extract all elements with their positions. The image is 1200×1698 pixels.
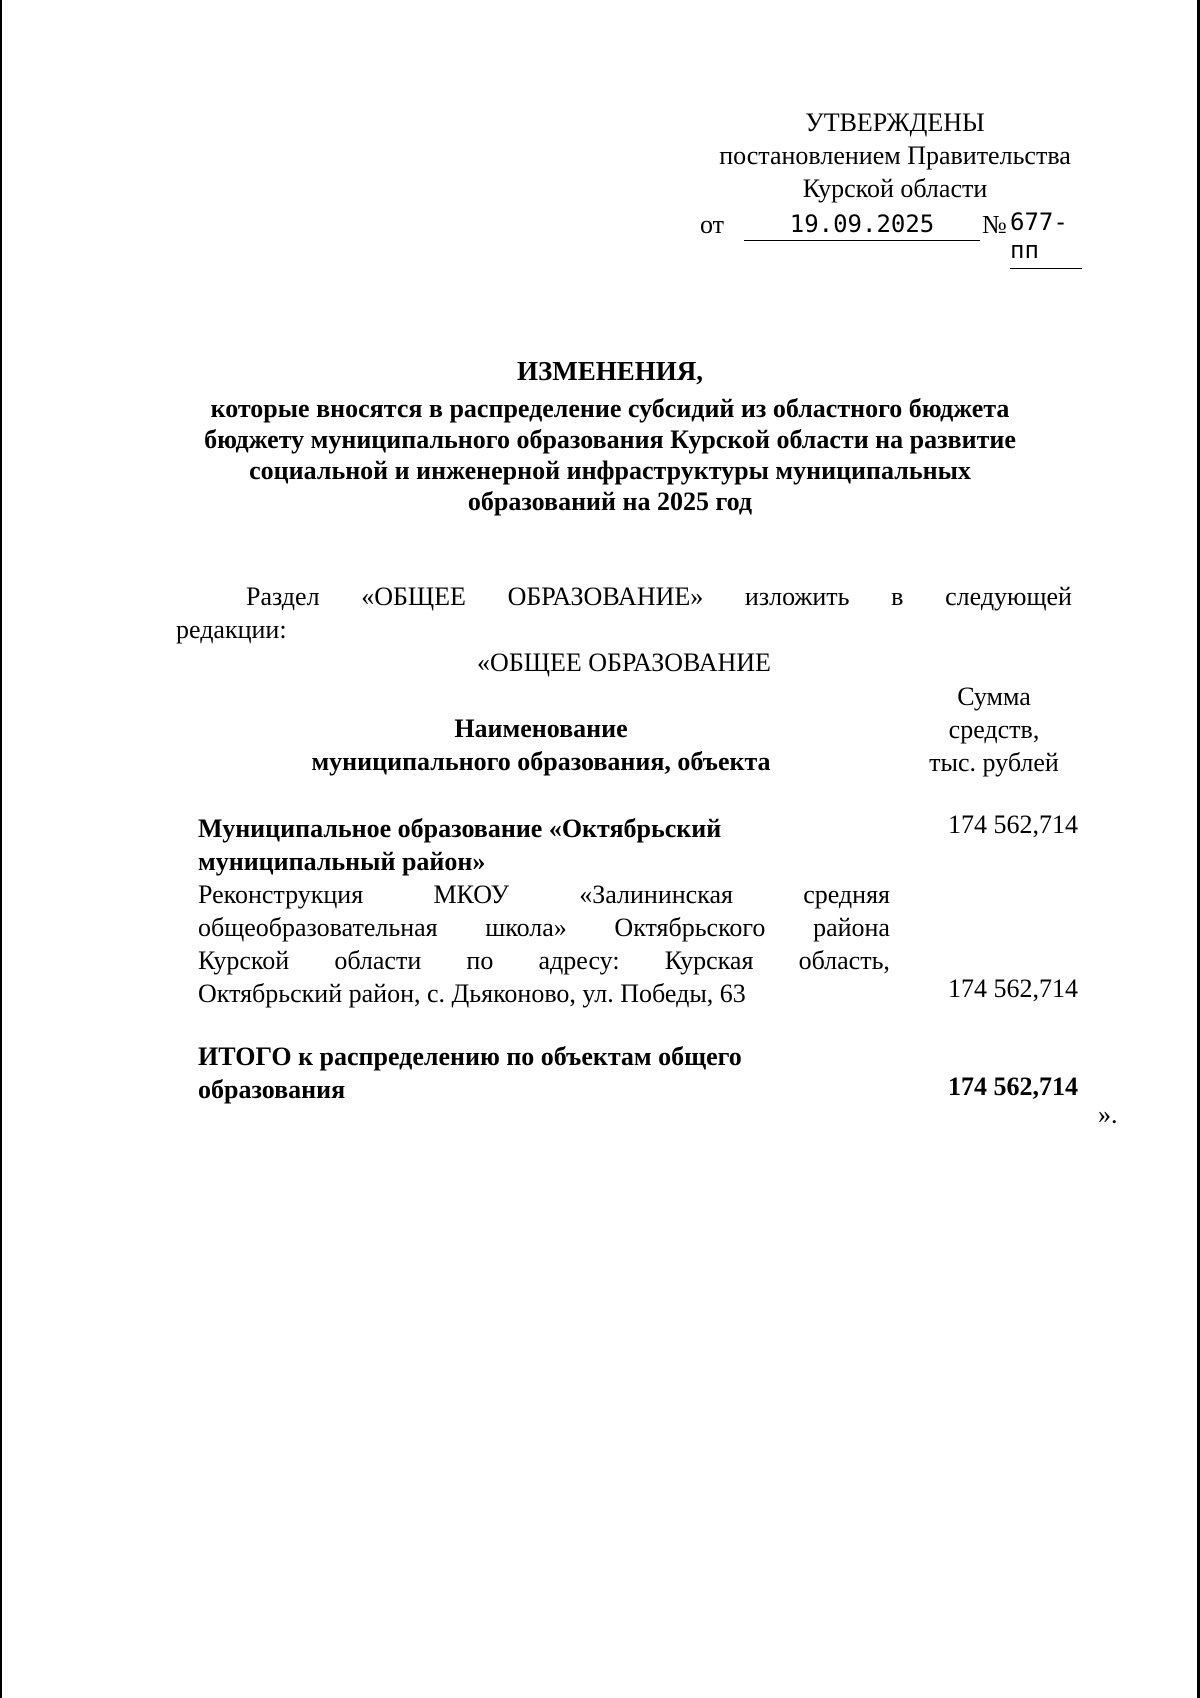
object-word: общеобразовательная — [198, 913, 438, 942]
object-word: адресу: — [538, 946, 620, 975]
column-header-name — [266, 712, 816, 778]
intro-paragraph — [176, 580, 1072, 646]
title-line-4: образований на 2025 год — [467, 487, 753, 516]
intro-word: ОБРАЗОВАНИЕ» — [507, 582, 704, 611]
column-header-sum-line-2: средств, — [948, 715, 1040, 744]
object-line-4: Октябрьский район, с. Дьяконово, ул. Победы, 63 — [198, 979, 746, 1008]
title-heading: ИЗМЕНЕНИЯ, — [516, 356, 703, 386]
object-word: Курской — [198, 946, 290, 975]
object-word: средняя — [803, 880, 890, 909]
intro-word: изложить — [744, 582, 850, 611]
approval-number: 677-пп — [1010, 208, 1082, 269]
object-word: «Залининская — [579, 880, 733, 909]
document-title — [150, 356, 1070, 517]
total-label-line-1: ИТОГО к распределению по объектам общего — [198, 1042, 742, 1071]
section-heading: «ОБЩЕЕ ОБРАЗОВАНИЕ — [477, 648, 771, 677]
municipality-name-line-1: Муниципальное образование «Октябрьский — [198, 814, 722, 843]
column-header-sum-line-1: Сумма — [957, 682, 1031, 711]
intro-word: следующей — [945, 582, 1072, 611]
object-word: школа» — [485, 913, 567, 942]
intro-tail: редакции: — [176, 615, 287, 644]
object-word: района — [813, 913, 890, 942]
approval-line-2: постановлением Правительства — [719, 141, 1071, 170]
object-word: Октябрьского — [614, 913, 766, 942]
object-word: по — [466, 946, 494, 975]
object-line-2 — [198, 911, 890, 944]
municipality-name-line-2: муниципальный район» — [198, 847, 486, 876]
total-label — [198, 1040, 890, 1106]
approval-line-3: Курской области — [802, 174, 988, 203]
scan-edge-left — [0, 0, 2, 1698]
intro-word: «ОБЩЕЕ — [361, 582, 466, 611]
object-line-1 — [198, 878, 890, 911]
approval-date: 19.09.2025 — [744, 210, 980, 241]
object-word: область, — [798, 946, 890, 975]
object-description — [198, 878, 890, 1010]
column-header-sum-line-3: тыс. рублей — [929, 748, 1059, 777]
municipality-sum: 174 562,714 — [948, 810, 1078, 839]
column-header-sum — [900, 680, 1088, 779]
object-sum: 174 562,714 — [948, 974, 1078, 1003]
object-word: Курская — [664, 946, 754, 975]
object-word: МКОУ — [433, 880, 509, 909]
intro-word: в — [891, 582, 904, 611]
number-prefix: № — [982, 210, 1007, 239]
object-word: области — [334, 946, 422, 975]
closing-quote: ». — [1098, 1100, 1118, 1129]
approval-heading: УТВЕРЖДЕНЫ — [805, 108, 985, 137]
total-label-line-2: образования — [198, 1075, 346, 1104]
object-word: Реконструкция — [198, 880, 364, 909]
column-header-name-line-2: муниципального образования, объекта — [311, 747, 771, 776]
intro-word: Раздел — [246, 582, 320, 611]
municipality-name — [198, 812, 890, 878]
title-line-3: социальной и инженерной инфраструктуры муниципальных — [249, 456, 971, 485]
object-line-3 — [198, 944, 890, 977]
date-prefix: от — [700, 210, 725, 239]
approval-block — [690, 106, 1100, 205]
title-line-2: бюджету муниципального образования Курской области на развитие — [204, 425, 1016, 454]
total-sum: 174 562,714 — [948, 1072, 1078, 1101]
title-line-1: которые вносятся в распределение субсидий из областного бюджета — [210, 394, 1010, 423]
column-header-name-line-1: Наименование — [454, 714, 628, 743]
approval-date-line — [700, 206, 1120, 264]
